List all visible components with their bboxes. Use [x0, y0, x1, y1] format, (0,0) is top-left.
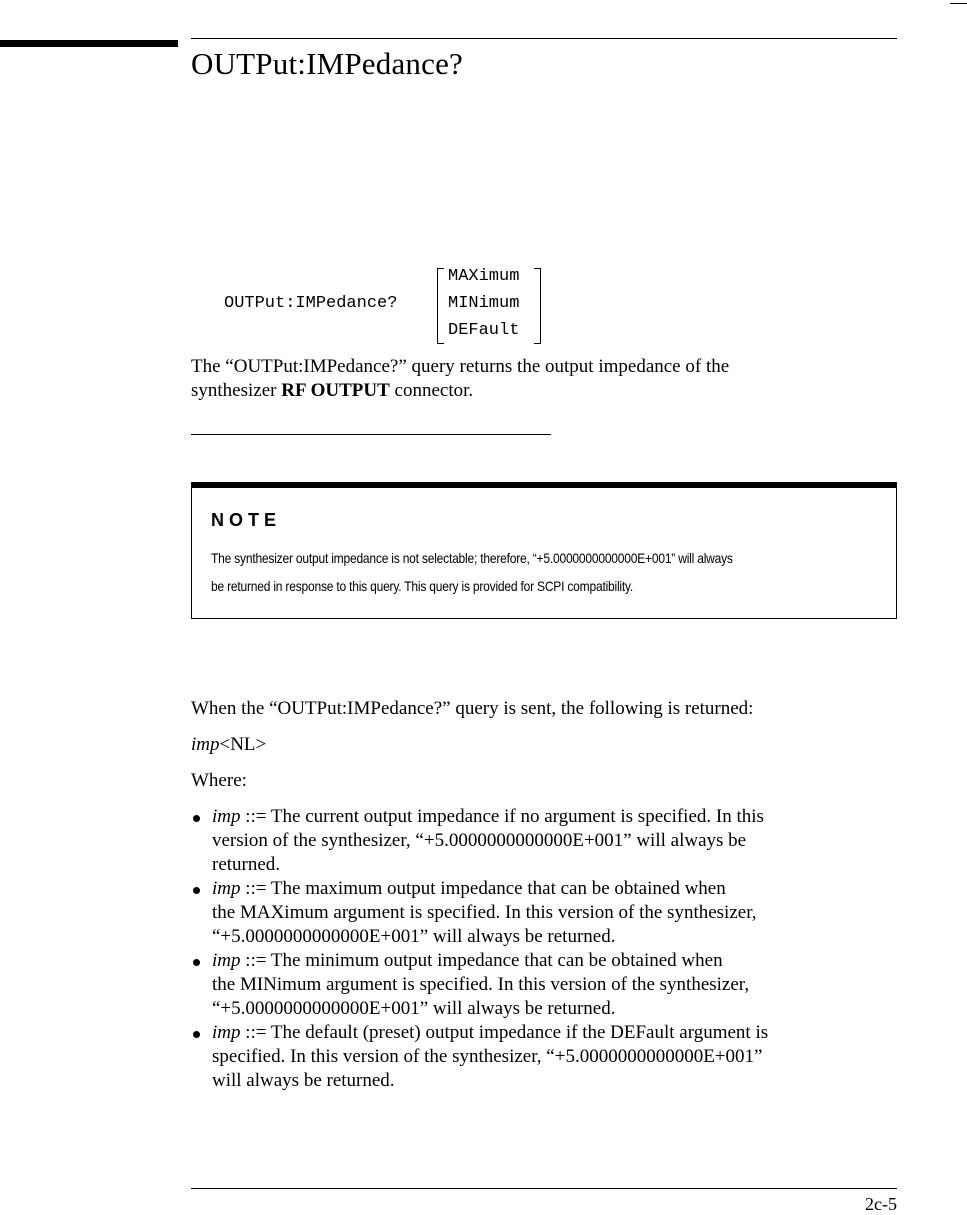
- note-heading: NOTE: [211, 510, 282, 530]
- bullet-text: ::= The maximum output impedance that can be obtained when: [240, 878, 726, 899]
- bullet-term: imp: [212, 950, 241, 971]
- note-line: The synthesizer output impedance is not selectable; therefore, “+5.0000000000000E+001” will always: [211, 550, 733, 566]
- where-label: Where:: [191, 770, 247, 791]
- bullet-icon: [193, 815, 200, 822]
- rf-output-label: RF OUTPUT: [281, 380, 390, 401]
- bullet-text: ::= The current output impedance if no argument is specified. In this: [240, 806, 764, 827]
- bullet-line: specified. In this version of the synthesizer, “+5.0000000000000E+001”: [212, 1046, 763, 1067]
- bullet-term: imp: [212, 1022, 241, 1043]
- return-terminator: <NL>: [219, 734, 267, 755]
- bullet-line: returned.: [212, 854, 281, 875]
- bracket-left: [437, 268, 444, 344]
- bullet-line: “+5.0000000000000E+001” will always be returned.: [212, 926, 616, 947]
- list-item: [191, 877, 901, 949]
- footer-rule: [191, 1188, 897, 1189]
- note-line: be returned in response to this query. This query is provided for SCPI compatibility.: [211, 578, 634, 594]
- bullet-line: the MINimum argument is specified. In this version of the synthesizer,: [212, 974, 750, 995]
- note-box: [191, 482, 897, 619]
- header-rule: [191, 38, 897, 39]
- syntax-option-maximum: MAXimum: [448, 267, 520, 286]
- description: [191, 355, 891, 403]
- bullet-line: [212, 1021, 901, 1045]
- bullet-term: imp: [212, 806, 241, 827]
- syntax-command: OUTPut:IMPedance?: [224, 294, 398, 313]
- separator-rule: [191, 434, 551, 435]
- return-syntax: [191, 733, 266, 757]
- page-title: OUTPut:IMPedance?: [191, 46, 464, 81]
- bullet-line: [212, 805, 901, 829]
- description-text: synthesizer: [191, 380, 282, 401]
- bullet-line: [212, 877, 901, 901]
- bullet-text: ::= The default (preset) output impedance if the DEFault argument is: [240, 1022, 769, 1043]
- corner-mark: [950, 3, 967, 4]
- bullet-line: the MAXimum argument is specified. In this version of the synthesizer,: [212, 902, 757, 923]
- list-item: [191, 949, 901, 1021]
- description-line: The “OUTPut:IMPedance?” query returns the output impedance of the: [191, 356, 730, 377]
- bracket-right: [534, 268, 541, 344]
- list-item: [191, 805, 901, 877]
- description-text: connector.: [389, 380, 474, 401]
- bullet-list: [191, 805, 901, 1093]
- description-line: [191, 379, 891, 403]
- page-number: 2c-5: [865, 1194, 897, 1214]
- syntax-option-default: DEFault: [448, 321, 520, 340]
- syntax-option-minimum: MINimum: [448, 294, 520, 313]
- bullet-term: imp: [212, 878, 241, 899]
- return-intro: When the “OUTPut:IMPedance?” query is sent, the following is returned:: [191, 698, 754, 719]
- bullet-line: “+5.0000000000000E+001” will always be returned.: [212, 998, 616, 1019]
- bullet-line: version of the synthesizer, “+5.0000000000000E+001” will always be: [212, 830, 747, 851]
- list-item: [191, 1021, 901, 1093]
- section-bar: [0, 40, 178, 47]
- bullet-icon: [193, 887, 200, 894]
- bullet-line: [212, 949, 901, 973]
- bullet-text: ::= The minimum output impedance that can be obtained when: [240, 950, 723, 971]
- bullet-line: will always be returned.: [212, 1070, 395, 1091]
- note-text: [211, 544, 887, 600]
- return-term: imp: [191, 734, 220, 755]
- bullet-icon: [193, 1031, 200, 1038]
- bullet-icon: [193, 959, 200, 966]
